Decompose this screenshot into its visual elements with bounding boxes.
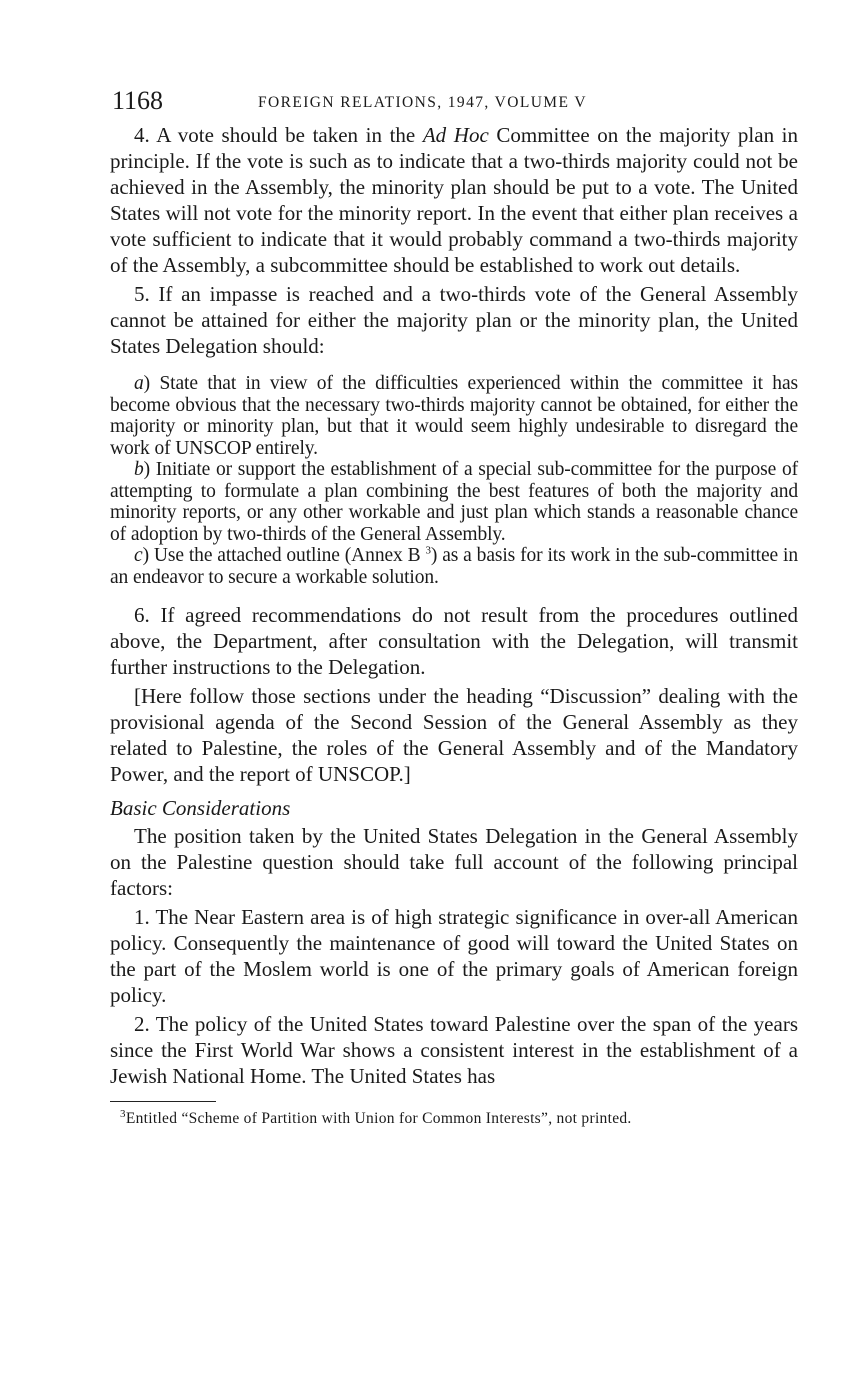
subitem-c <box>110 545 798 588</box>
footnote-mark: 3 <box>120 1107 126 1120</box>
subitem-b <box>110 459 798 545</box>
running-title: FOREIGN RELATIONS, 1947, VOLUME V <box>258 94 587 111</box>
paragraph-4-post: Committee on the majority plan in principle. If the vote is such as to indicate that a two-thirds majority could not be achieved in the Assembly, the minority plan should be put to a vote. The United States will not vote for the minority report. In the event that either plan receives a vote sufficient to indicate that it would probably command a two-thirds majority of the Assembly, a subcommittee should be established to work out details. <box>110 123 798 277</box>
paragraph-5: 5. If an impasse is reached and a two-thirds vote of the General Assembly cannot be attained for either the majority plan or the minority plan, the United States Delegation should: <box>110 282 798 358</box>
subitem-a <box>110 373 798 459</box>
editorial-note: [Here follow those sections under the heading “Discussion” dealing with the provisional agenda of the Second Session of the General Assembly as they related to Palestine, the roles of the General Assembly and of the Mandatory Power, and the report of UNSCOP.] <box>110 684 798 786</box>
footnote <box>110 1107 798 1128</box>
section-heading: Basic Considerations <box>110 796 291 820</box>
footnote-reference: 3 <box>425 544 431 557</box>
paragraph-6: 6. If agreed recommendations do not result from the procedures outlined above, the Department, after consultation with the Delegation, will transmit further instructions to the Delegation. <box>110 603 798 679</box>
footnote-text: Entitled “Scheme of Partition with Union for Common Interests”, not printed. <box>125 1110 632 1127</box>
ad-hoc-italic: Ad Hoc <box>422 123 489 147</box>
subitem-list <box>110 373 798 588</box>
subitem-a-label: a <box>134 373 144 394</box>
page-number: 1168 <box>112 86 164 115</box>
paragraph-factor-1: 1. The Near Eastern area is of high strategic significance in over-all American policy. Consequently the maintenance of good will toward the United States on the part of the Moslem world is one of the primary goals of American foreign policy. <box>110 905 798 1007</box>
paragraph-4-pre: 4. A vote should be taken in the <box>134 123 423 147</box>
subitem-c-label: c <box>134 545 143 566</box>
paragraph-position: The position taken by the United States Delegation in the General Assembly on the Palestine question should take full account of the following principal factors: <box>110 824 798 900</box>
subitem-c-post: ) as a basis for its work in the sub-committee in an endeavor to secure a workable solution. <box>110 545 798 588</box>
subitem-c-pre: ) Use the attached outline (Annex B <box>142 545 421 566</box>
page-body <box>110 82 798 1128</box>
paragraph-factor-2: 2. The policy of the United States toward Palestine over the span of the years since the First World War shows a consistent interest in the establishment of a Jewish National Home. The United States has <box>110 1012 798 1088</box>
subitem-b-text: ) Initiate or support the establishment of a special sub-committee for the purpose of attempting to formulate a plan combining the best features of both the majority and minority reports, or any other workable and just plan which stands a reasonable chance of adoption by two-thirds of the General Assembly. <box>110 459 798 545</box>
footnote-divider <box>110 1101 216 1102</box>
subitem-b-label: b <box>134 459 144 480</box>
running-head <box>110 82 798 122</box>
paragraph-4 <box>110 122 798 278</box>
subitem-a-text: ) State that in view of the difficulties experienced within the committee it has become obvious that the necessary two-thirds majority cannot be obtained, for either the majority or minority plan, but that it would seem highly undesirable to disregard the work of UNSCOP entirely. <box>110 373 798 459</box>
